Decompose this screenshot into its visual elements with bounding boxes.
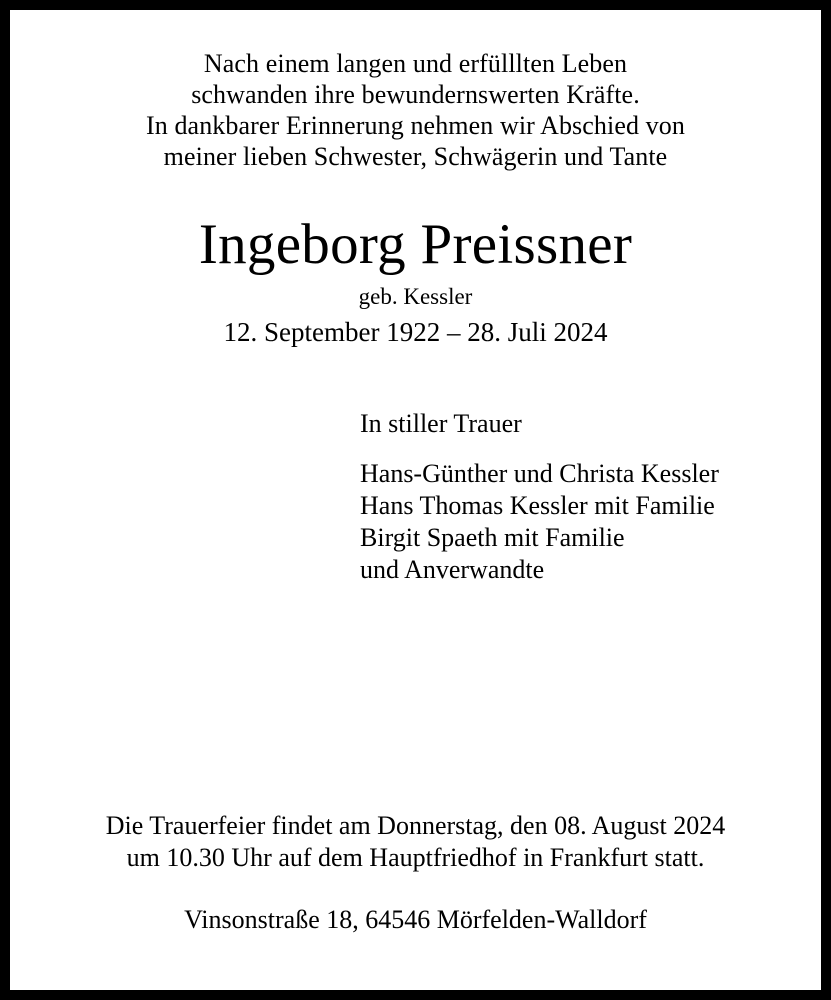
mourners-block (24, 408, 807, 586)
ceremony-details (24, 810, 807, 874)
intro-line-3: In dankbarer Erinnerung nehmen wir Abschied von (146, 111, 685, 140)
mourner-line: und Anverwandte (360, 555, 545, 584)
deceased-life-dates: 12. September 1922 – 28. Juli 2024 (223, 317, 608, 347)
intro-text (24, 48, 807, 172)
mourning-heading: In stiller Trauer (360, 409, 522, 438)
deceased-name-block (24, 214, 807, 349)
intro-line-2: schwanden ihre bewundernswerten Kräfte. (191, 80, 640, 109)
mourner-line: Hans-Günther und Christa Kessler (360, 459, 719, 488)
mourner-line: Birgit Spaeth mit Familie (360, 523, 625, 552)
ceremony-line-2: um 10.30 Uhr auf dem Hauptfriedhof in Frankfurt statt. (126, 843, 705, 872)
deceased-name: Ingeborg Preissner (198, 213, 633, 276)
layout-spacer (24, 586, 807, 810)
ceremony-line-1: Die Trauerfeier findet am Donnerstag, den 08. August 2024 (105, 811, 726, 840)
intro-line-4: meiner lieben Schwester, Schwägerin und Tante (163, 142, 668, 171)
intro-line-1: Nach einem langen und erfülllten Leben (203, 49, 628, 78)
mourners-list (360, 458, 807, 586)
death-notice-content (10, 10, 821, 990)
deceased-maiden-name: geb. Kessler (358, 284, 473, 309)
ceremony-address: Vinsonstraße 18, 64546 Mörfelden-Walldorf (184, 905, 647, 934)
mourner-line: Hans Thomas Kessler mit Familie (360, 491, 715, 520)
ceremony-block (24, 810, 807, 936)
